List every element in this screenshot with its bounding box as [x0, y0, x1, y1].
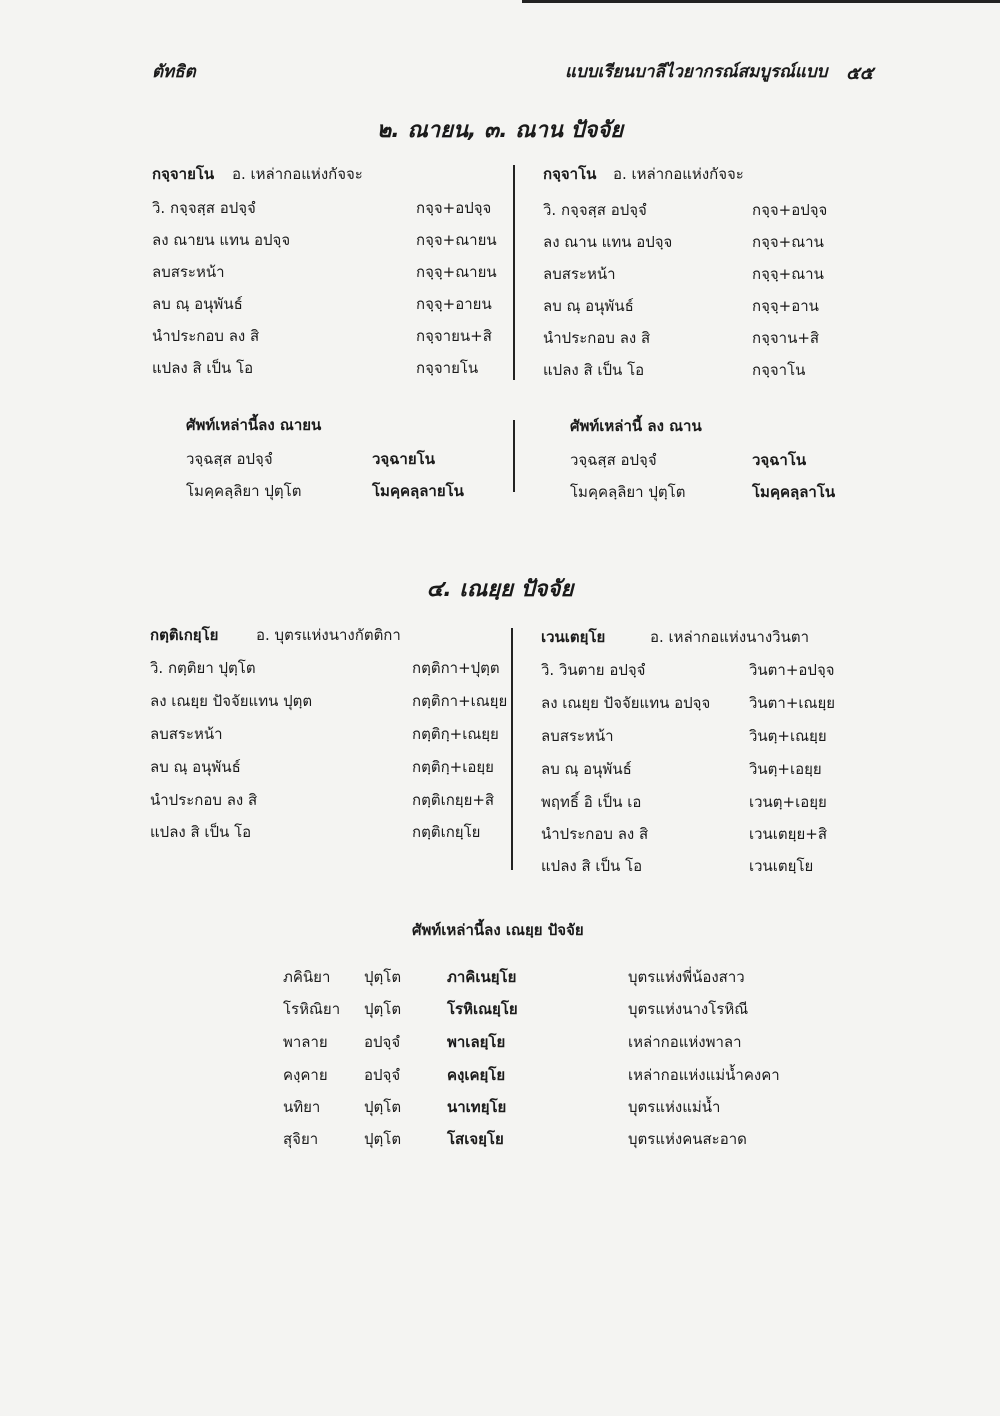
examples-heading: ศัพท์เหล่านี้ลง เณยฺย ปัจจัย	[412, 921, 584, 939]
step-label: ลบ ณฺ อนุพันธ์	[152, 295, 243, 313]
example-base: โรหิณิยา	[283, 1000, 341, 1018]
step-form: กตฺติเกยฺย+สิ	[412, 791, 495, 809]
example-word: ภาคิเนยฺโย	[447, 968, 517, 986]
example-relation: อปจฺจํ	[364, 1033, 401, 1051]
step-label: ลบสระหน้า	[541, 727, 614, 745]
derivation-gloss: อ. เหล่ากอแห่งกัจจะ	[613, 165, 744, 183]
step-label: ลบสระหน้า	[152, 263, 225, 281]
step-form: กจฺจ+อปจฺจ	[752, 201, 828, 219]
section-title-nayana-nana: ๒. ณายน, ๓. ณาน ปัจจัย	[376, 118, 624, 143]
step-label: ลง เณยฺย ปัจจัยแทน ปุตฺต	[150, 692, 313, 710]
example-meaning: เหล่ากอแห่งแม่น้ำคงคา	[628, 1066, 780, 1084]
step-label: ลบ ณฺ อนุพันธ์	[543, 297, 634, 315]
derivation-gloss: อ. บุตรแห่งนางกัตติกา	[256, 626, 401, 644]
example-relation: ปุตฺโต	[364, 1000, 402, 1018]
step-form: กจฺจาโน	[752, 361, 806, 379]
column-divider	[513, 420, 515, 492]
step-label: แปลง สิ เป็น โอ	[543, 361, 645, 379]
derivation-word: กจฺจาโน	[543, 165, 597, 183]
example-meaning: บุตรแห่งแม่น้ำ	[628, 1098, 721, 1116]
step-label: นำประกอบ ลง สิ	[541, 825, 649, 843]
example-meaning: บุตรแห่งพี่น้องสาว	[628, 968, 745, 986]
top-rule	[522, 0, 1000, 3]
step-form: กจฺจฺ+ณายน	[416, 263, 497, 281]
examples-heading: ศัพท์เหล่านี้ลง ณายน	[186, 416, 322, 434]
example-word: วจฺฉาโน	[752, 451, 807, 469]
column-divider	[513, 165, 515, 380]
step-form: กตฺติกฺ+เอยฺย	[412, 758, 494, 776]
step-form: กตฺติกา+ปุตฺต	[412, 659, 500, 677]
column-divider	[511, 628, 513, 870]
step-form: กจฺจ+ณายน	[416, 231, 497, 249]
step-form: กจฺจฺ+อาน	[752, 297, 819, 315]
derivation-gloss: อ. เหล่ากอแห่งนางวินตา	[650, 628, 809, 646]
step-form: วินตฺ+เณยฺย	[749, 727, 827, 745]
step-label: นำประกอบ ลง สิ	[152, 327, 260, 345]
example-meaning: เหล่ากอแห่งพาลา	[628, 1033, 742, 1051]
step-form: วินตา+เณยฺย	[749, 694, 836, 712]
examples-heading: ศัพท์เหล่านี้ ลง ณาน	[570, 417, 702, 435]
example-relation: ปุตฺโต	[364, 1130, 402, 1148]
derivation-word: เวนเตยฺโย	[541, 628, 606, 646]
example-meaning: บุตรแห่งคนสะอาด	[628, 1130, 747, 1148]
step-label: นำประกอบ ลง สิ	[543, 329, 651, 347]
example-word: พาเลยฺโย	[447, 1033, 506, 1051]
step-label: ลง ณายน แทน อปจฺจ	[152, 231, 291, 249]
step-form: เวนเตยฺย+สิ	[749, 825, 827, 843]
step-label: วิ. กจฺจสฺส อปจฺจํ	[152, 199, 256, 217]
derivation-gloss: อ. เหล่ากอแห่งกัจจะ	[232, 165, 363, 183]
section-title-neyya: ๔. เณยฺย ปัจจัย	[426, 577, 574, 602]
step-form: เวนตฺ+เอยฺย	[749, 793, 827, 811]
example-base: สุจิยา	[283, 1130, 319, 1148]
step-label: พฤทธิ์ อิ เป็น เอ	[541, 793, 642, 811]
step-label: ลบสระหน้า	[543, 265, 616, 283]
example-word: โมคฺคลฺลาโน	[752, 483, 836, 501]
example-base: นทิยา	[283, 1098, 321, 1116]
step-label: แปลง สิ เป็น โอ	[150, 823, 252, 841]
step-form: กตฺติเกยฺโย	[412, 823, 481, 841]
step-label: แปลง สิ เป็น โอ	[541, 857, 643, 875]
step-form: กจฺจ+ณาน	[752, 233, 824, 251]
example-relation: อปจฺจํ	[364, 1066, 401, 1084]
example-phrase: วจฺฉสฺส อปจฺจํ	[186, 450, 273, 468]
book-title: แบบเรียนบาลีไวยากรณ์สมบูรณ์แบบ	[565, 62, 828, 82]
step-label: ลบสระหน้า	[150, 725, 223, 743]
step-form: กตฺติกฺ+เณยฺย	[412, 725, 499, 743]
step-form: กจฺจายโน	[416, 359, 479, 377]
step-form: วินตา+อปจฺจ	[749, 661, 835, 679]
step-label: วิ. กจฺจสฺส อปจฺจํ	[543, 201, 647, 219]
step-label: ลบ ณฺ อนุพันธ์	[150, 758, 241, 776]
example-base: คงฺคาย	[283, 1066, 328, 1084]
example-base: ภคินิยา	[283, 968, 331, 986]
step-form: วินตฺ+เอยฺย	[749, 760, 822, 778]
page-number: ๕๕	[846, 63, 874, 84]
example-word: คงฺเคยฺโย	[447, 1066, 506, 1084]
step-form: กจฺจายน+สิ	[416, 327, 492, 345]
step-form: กจฺจาน+สิ	[752, 329, 820, 347]
example-phrase: โมคฺคลฺลิยา ปุตฺโต	[570, 483, 686, 501]
example-relation: ปุตฺโต	[364, 968, 402, 986]
example-phrase: โมคฺคลฺลิยา ปุตฺโต	[186, 482, 302, 500]
chapter-title: ตัทธิต	[152, 62, 196, 82]
step-form: กจฺจฺ+อายน	[416, 295, 492, 313]
example-base: พาลาย	[283, 1033, 328, 1051]
step-form: กจฺจ+อปจฺจ	[416, 199, 492, 217]
derivation-word: กตฺติเกยฺโย	[150, 626, 219, 644]
step-label: ลง เณยฺย ปัจจัยแทน อปจฺจ	[541, 694, 711, 712]
step-form: กตฺติกา+เณยฺย	[412, 692, 508, 710]
step-label: วิ. วินตาย อปจฺจํ	[541, 661, 646, 679]
derivation-word: กจฺจายโน	[152, 165, 215, 183]
example-word: โสเจยฺโย	[447, 1130, 504, 1148]
step-form: เวนเตยฺโย	[749, 857, 814, 875]
example-relation: ปุตฺโต	[364, 1098, 402, 1116]
example-word: โรหิเณยฺโย	[447, 1000, 518, 1018]
example-word: วจฺฉายโน	[372, 450, 435, 468]
example-meaning: บุตรแห่งนางโรหิณี	[628, 1000, 749, 1018]
step-label: วิ. กตฺติยา ปุตฺโต	[150, 659, 256, 677]
step-label: ลง ณาน แทน อปจฺจ	[543, 233, 673, 251]
step-label: นำประกอบ ลง สิ	[150, 791, 258, 809]
example-word: โมคฺคลฺลายโน	[372, 482, 464, 500]
example-word: นาเทยฺโย	[447, 1098, 507, 1116]
example-phrase: วจฺฉสฺส อปจฺจํ	[570, 451, 657, 469]
step-label: ลบ ณฺ อนุพันธ์	[541, 760, 632, 778]
step-label: แปลง สิ เป็น โอ	[152, 359, 254, 377]
step-form: กจฺจฺ+ณาน	[752, 265, 824, 283]
